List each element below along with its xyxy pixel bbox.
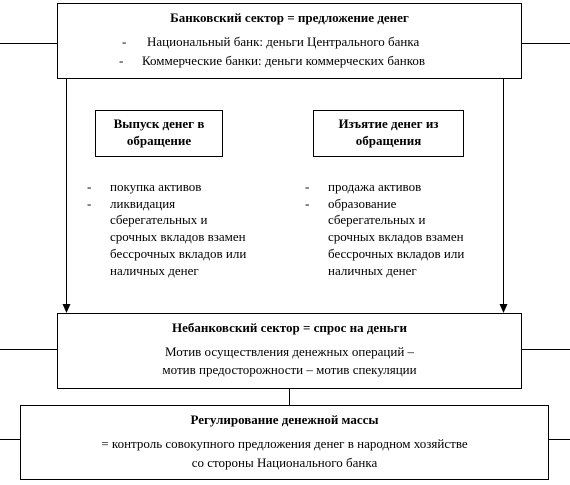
regulation-title: Регулирование денежной массы bbox=[190, 412, 379, 427]
withdraw-dash-1: - bbox=[305, 179, 310, 194]
issue-item-2-line-4: бессрочных вкладов или bbox=[110, 246, 247, 261]
withdraw-item-2-line-5: наличных денег bbox=[328, 263, 417, 278]
issue-dash-2: - bbox=[87, 196, 92, 211]
issue-item-1: покупка активов bbox=[110, 179, 202, 194]
banking-dash-1: - bbox=[122, 34, 127, 49]
nonbanking-line-1: Мотив осуществления денежных операций – bbox=[164, 344, 415, 359]
banking-item-commercial: Коммерческие банки: деньги коммерческих банков bbox=[142, 53, 426, 68]
withdraw-item-2-line-4: бессрочных вкладов или bbox=[328, 246, 465, 261]
banking-sector-title: Банковский сектор = предложение денег bbox=[170, 10, 409, 25]
banking-item-national: Национальный банк: деньги Центрального банка bbox=[147, 34, 420, 49]
money-issue-title-line-1: Выпуск денег в bbox=[113, 116, 205, 131]
regulation-line-1: = контроль совокупного предложения денег в народном хозяйстве bbox=[101, 436, 468, 451]
issue-item-2-line-1: ликвидация bbox=[110, 196, 176, 211]
issue-item-2-line-2: сберегательных и bbox=[110, 212, 208, 227]
issue-item-2-line-3: срочных вкладов взамен bbox=[110, 229, 246, 244]
issue-dash-1: - bbox=[87, 179, 92, 194]
regulation-line-2: со стороны Национального банка bbox=[191, 455, 378, 470]
withdraw-item-2-line-2: сберегательных и bbox=[328, 212, 426, 227]
money-withdraw-title-line-2: обращения bbox=[355, 133, 422, 148]
nonbanking-sector-title: Небанковский сектор = спрос на деньги bbox=[172, 320, 407, 335]
banking-dash-2: - bbox=[119, 53, 124, 68]
issue-item-2-line-5: наличных денег bbox=[110, 263, 199, 278]
withdraw-item-2-line-3: срочных вкладов взамен bbox=[328, 229, 464, 244]
left-arrow-head bbox=[63, 304, 71, 313]
money-withdraw-title-line-1: Изъятие денег из bbox=[338, 116, 439, 131]
right-arrow-head bbox=[500, 304, 508, 313]
withdraw-item-2-line-1: образование bbox=[328, 196, 397, 211]
nonbanking-line-2: мотив предосторожности – мотив спекуляции bbox=[162, 362, 417, 377]
withdraw-dash-2: - bbox=[305, 196, 310, 211]
money-issue-title-line-2: обращение bbox=[126, 133, 192, 148]
withdraw-item-1: продажа активов bbox=[328, 179, 422, 194]
